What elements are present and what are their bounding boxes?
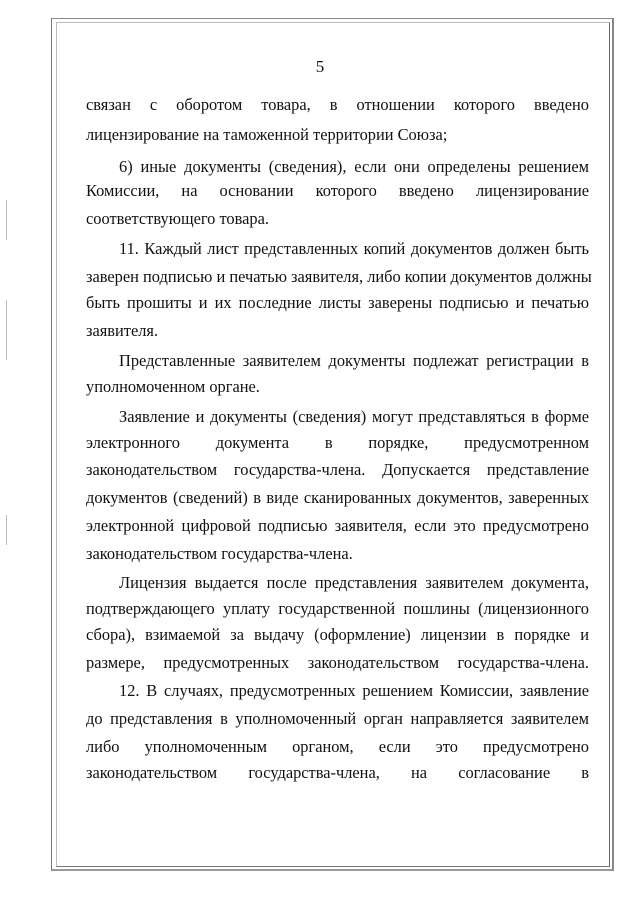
text-line: уполномоченном органе. (86, 377, 260, 396)
text-line: до представления в уполномоченный орган направляется заявителем (86, 709, 589, 728)
text-line: законодательством государства-члена, на согласование в (86, 763, 589, 782)
text-line: быть прошиты и их последние листы заверены подписью и печатью (86, 293, 589, 312)
text-line: связан с оборотом товара, в отношении которого введено (86, 95, 589, 114)
scan-edge-mark (6, 300, 7, 360)
text-line: заверен подписью и печатью заявителя, либо копии документов должны (86, 267, 592, 286)
text-line: подтверждающего уплату государственной пошлины (лицензионного (86, 599, 589, 618)
text-line: документов (сведений) в виде сканированных документов, заверенных (86, 488, 589, 507)
text-line: законодательством государства-члена. Допускается представление (86, 460, 589, 479)
text-line: 12. В случаях, предусмотренных решением Комиссии, заявление (119, 681, 589, 700)
text-line: соответствующего товара. (86, 209, 269, 228)
text-line: Лицензия выдается после представления заявителем документа, (119, 573, 589, 592)
text-line: 11. Каждый лист представленных копий документов должен быть (119, 239, 589, 258)
text-line: лицензирование на таможенной территории Союза; (86, 125, 448, 144)
text-line: размере, предусмотренных законодательством государства-члена. (86, 653, 589, 672)
text-line: электронного документа в порядке, предусмотренном (86, 433, 589, 452)
text-line: заявителя. (86, 321, 159, 340)
text-line: либо уполномоченным органом, если это предусмотрено (86, 737, 589, 756)
text-line: Комиссии, на основании которого введено лицензирование (86, 181, 589, 200)
text-line: электронной цифровой подписью заявителя, если это предусмотрено (86, 516, 589, 535)
scan-edge-mark (6, 515, 7, 545)
scan-edge-mark (6, 200, 7, 240)
page-number: 5 (315, 57, 325, 76)
text-line: законодательством государства-члена. (86, 544, 353, 563)
text-line: Представленные заявителем документы подлежат регистрации в (119, 351, 589, 370)
text-line: 6) иные документы (сведения), если они определены решением (119, 157, 589, 176)
text-line: сбора), взимаемой за выдачу (оформление) лицензии в порядке и (86, 625, 589, 644)
text-line: Заявление и документы (сведения) могут представляться в форме (119, 407, 589, 426)
